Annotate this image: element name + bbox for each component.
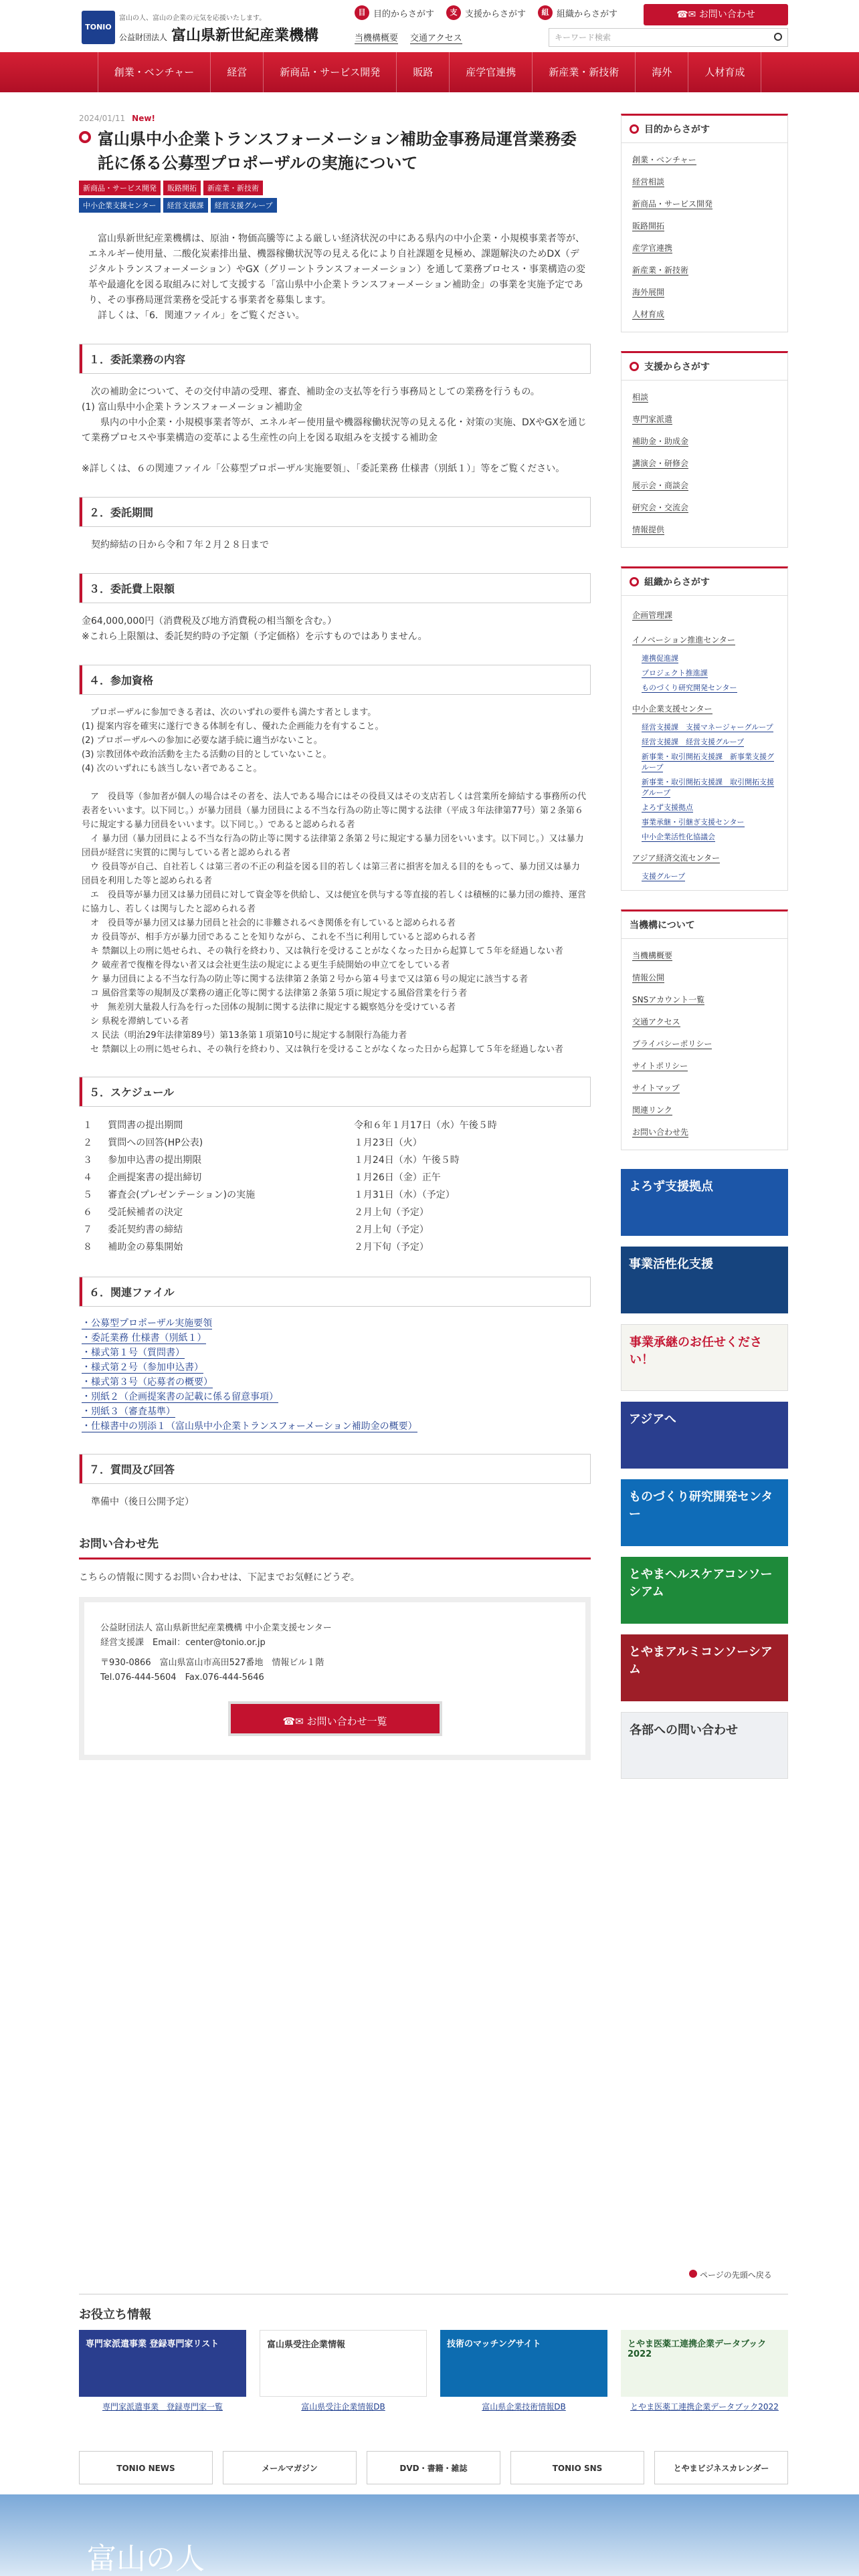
section-body-3: 金64,000,000円（消費税及び地方消費税の相当額を含む。） ※これら上限額は、委託契約時の予定額（予定価格）を示すものではありません。 (82, 616, 427, 642)
header-sub-links (355, 31, 462, 44)
sidebar-banner[interactable]: とやまアルミコンソーシアム (621, 1634, 788, 1701)
table-row: ３ 参加申込書の提出期限 １月24日（水）午後５時 (83, 1155, 460, 1166)
ring-icon (630, 124, 639, 134)
sidebar-banner[interactable]: 事業活性化支援 (621, 1247, 788, 1313)
file-link[interactable]: ・様式第３号（応募者の概要） (82, 1377, 213, 1388)
sidebar-item[interactable]: 新事業・取引開拓支援課 取引開拓支援グループ (642, 778, 774, 797)
sidebar-item[interactable]: 新商品・サービス開発 (632, 199, 713, 209)
list-item (82, 1360, 588, 1375)
sidebar-banners (621, 1169, 788, 1779)
sidebar-item[interactable]: 情報公開 (632, 973, 665, 982)
sidebar-item[interactable]: 当機構概要 (632, 951, 673, 960)
useful-card[interactable]: 技術のマッチングサイト 富山県企業技術情報DB (440, 2330, 607, 2413)
sidebar-item[interactable]: 経営支援課 経営支援グループ (642, 738, 745, 746)
sidebar-item[interactable]: 販路開拓 (632, 221, 665, 231)
org-search-link[interactable]: 組 組織からさがす (538, 5, 617, 20)
sidebar-item[interactable]: 新産業・新技術 (632, 265, 689, 275)
footer-image: 富山の人 (0, 2494, 859, 2576)
contact-dept: 経営支援課 Email：center@tonio.or.jp (100, 1638, 266, 1648)
sidebar-item[interactable]: 連携促進課 (642, 654, 678, 663)
list-item (82, 1375, 588, 1390)
sidebar-banner[interactable]: アジアへ (621, 1402, 788, 1469)
sidebar-banner[interactable]: 各部への問い合わせ (621, 1712, 788, 1779)
section-body-1: 次の補助金について、その交付申請の受理、審査、補助金の支払等を行う事務局としての業務を行うもの。 (1) 富山県中小企業トランスフォーメーション補助金 県内の中小企業・小規模事業者等が、エネルギー使用量や機器稼働状況等の見える化・対策の実施、DXやGXを通じて業務プロセスや事業構造の変革による生産性の向上を図る取組みを支援する補助金 ※詳しくは、６の関連ファイル「公募型プロポーザル実施要領」、「委託業務 仕様書（別紙１）」等をご覧ください。 (82, 387, 587, 474)
sidebar-item[interactable]: アジア経済交流センター (632, 853, 721, 863)
banner-image: 技術のマッチングサイト (440, 2330, 607, 2397)
tag-sales[interactable]: 販路開拓 (163, 181, 201, 195)
new-badge: New! (132, 114, 155, 123)
sidebar-item[interactable]: 関連リンク (632, 1105, 672, 1115)
sidebar-item[interactable]: よろず支援拠点 (642, 803, 693, 812)
sidebar-item[interactable]: 新事業・取引開拓支援課 新事業支援グループ (642, 752, 774, 772)
phone-mail-icon: ☎✉ (676, 9, 699, 20)
contact-note: こちらの情報に関するお問い合わせは、下記までお気軽にどうぞ。 (79, 1572, 360, 1583)
contact-heading: お問い合わせ先 (79, 1534, 591, 1560)
access-link[interactable]: 交通アクセス (410, 31, 462, 44)
about-link[interactable]: 当機構概要 (355, 31, 398, 44)
section-heading-1: １．委託業務の内容 (79, 344, 591, 374)
sidebar-item[interactable]: SNSアカウント一覧 (632, 995, 705, 1004)
sidebar-item[interactable]: 海外展開 (632, 288, 665, 297)
title-ring-icon (79, 131, 91, 143)
sidebar-item[interactable]: 事業承継・引継ぎ支援センター (642, 818, 745, 827)
sidebar-item[interactable]: プライバシーポリシー (632, 1039, 712, 1049)
sidebar-banner[interactable]: 事業承継のお任せください！ (621, 1324, 788, 1391)
nav-hr[interactable]: 人材育成 (688, 52, 761, 92)
sidebar-banner[interactable]: よろず支援拠点 (621, 1169, 788, 1236)
sidebar-item[interactable]: 研究会・交流会 (632, 503, 689, 512)
nav-new-product[interactable]: 新商品・サービス開発 (263, 52, 396, 92)
nav-industry-academia[interactable]: 産学官連携 (449, 52, 532, 92)
table-row: １ 質問書の提出期間 令和６年１月17日（水）午後５時 (83, 1120, 497, 1131)
arrow-up-icon (689, 2270, 697, 2278)
header (0, 0, 859, 52)
intro-text: 富山県新世紀産業機構は、原油・物価高騰等による厳しい経済状況の中にある県内の中小企業・小規模事業者等が、エネルギー使用量、二酸化炭素排出量、機器稼働状況等の見える化により自社課題を見極め、課題解決のためDX（デジタルトランスフォーメーション）やGX（グリーントランスフォーメーション）を通して業務プロセス・事業構造の変革や最適化を図る取組みに対して支援する「富山県中小企業トランスフォーメーション補助金」の事業を実施予定であり、その事務局運営業務を受託する事業者を募集します。 詳しくは、「6．関連ファイル」をご覧ください。 (88, 233, 585, 321)
sidebar-banner[interactable]: とやまヘルスケアコンソーシアム (621, 1557, 788, 1624)
footer-banner[interactable]: TONIO SNS (510, 2451, 644, 2484)
sidebar-item[interactable]: プロジェクト推進課 (642, 669, 708, 677)
section-heading-2: ２．委託期間 (79, 497, 591, 527)
file-link[interactable]: ・仕様書中の別添１（富山県中小企業トランスフォーメーション補助金の概要） (82, 1421, 417, 1432)
table-row: ６ 受託候補者の決定 ２月上旬（予定） (83, 1207, 429, 1218)
sidebar-item[interactable]: 経営支援課 支援マネージャーグループ (642, 723, 773, 732)
tag-new-industry[interactable]: 新産業・新技術 (203, 181, 263, 195)
footer-banner[interactable]: とやまビジネスカレンダー (654, 2451, 788, 2484)
file-link[interactable]: ・委託業務 仕様書（別紙１） (82, 1333, 207, 1344)
file-link[interactable]: ・様式第２号（参加申込書） (82, 1362, 203, 1373)
table-row: ２ 質問への回答(HP公表) １月23日（火） (83, 1138, 422, 1148)
site-name[interactable]: 公益財団法人 富山県新世紀産業機構 (119, 27, 319, 44)
sidebar-item[interactable]: 人材育成 (632, 310, 665, 319)
contact-address: 〒930-0866 富山県富山市高田527番地 情報ビル１階 (100, 1658, 324, 1668)
sidebar-item[interactable]: ものづくり研究開発センター (642, 683, 737, 692)
global-nav (0, 52, 859, 92)
sidebar-item[interactable]: 創業・ベンチャー (632, 155, 696, 165)
useful-info-heading: お役立ち情報 (79, 2294, 788, 2323)
section-body-2: 契約締結の日から令和７年２月２８日まで (82, 540, 269, 550)
sidebar (621, 114, 788, 1790)
sidebar-item[interactable]: 中小企業活性化協議会 (642, 833, 715, 841)
header-search-links (355, 5, 617, 20)
nav-new-industry[interactable]: 新産業・新技術 (532, 52, 635, 92)
phone-mail-icon: ☎✉ (282, 1715, 307, 1727)
search-icon[interactable] (774, 33, 782, 41)
sidebar-item[interactable]: サイトマップ (632, 1083, 680, 1093)
sidebar-item[interactable]: 産学官連携 (632, 243, 673, 253)
sidebar-item[interactable]: 展示会・商談会 (632, 481, 689, 490)
nav-overseas[interactable]: 海外 (635, 52, 688, 92)
page-title: 富山県中小企業トランスフォーメーション補助金事務局運営業務委託に係る公募型プロポーザルの実施について (98, 130, 577, 173)
list-item (82, 1331, 588, 1346)
file-link[interactable]: ・別紙３（審査基準） (82, 1406, 175, 1417)
list-item (82, 1346, 588, 1360)
nav-sales[interactable]: 販路 (396, 52, 449, 92)
sidebar-item[interactable]: サイトポリシー (632, 1061, 688, 1071)
related-files-list (79, 1307, 591, 1434)
table-row: ８ 補助金の募集開始 ２月下旬（予定） (83, 1242, 429, 1253)
schedule-table (79, 1116, 591, 1257)
sidebar-item[interactable]: お問い合わせ先 (632, 1128, 689, 1137)
section-heading-3: ３．委託費上限額 (79, 573, 591, 603)
section-heading-7: ７．質問及び回答 (79, 1454, 591, 1484)
ring-icon (630, 577, 639, 586)
file-link[interactable]: ・別紙２（企画提案書の記載に係る留意事項） (82, 1392, 278, 1402)
sidebar-item[interactable]: 中小企業支援センター (632, 704, 712, 714)
sidebar-item[interactable]: 企画管理課 (632, 611, 673, 620)
page-title-wrap (79, 127, 591, 175)
list-item (82, 1419, 588, 1434)
tag-new-product[interactable]: 新商品・サービス開発 (79, 181, 161, 195)
file-link[interactable]: ・公募型プロポーザル実施要領 (82, 1318, 213, 1329)
support-icon: 支 (446, 5, 461, 20)
sidebar-item[interactable]: 補助金・助成金 (632, 437, 689, 446)
contact-org: 公益財団法人 富山県新世紀産業機構 中小企業支援センター (100, 1623, 332, 1633)
tag-management-group[interactable]: 経営支援グループ (211, 198, 277, 213)
org-icon: 組 (538, 5, 553, 20)
sidebar-item[interactable]: 講演会・研修会 (632, 459, 689, 468)
contact-box (79, 1597, 591, 1760)
ring-icon (630, 362, 639, 371)
sidebar-item[interactable]: 交通アクセス (632, 1017, 680, 1027)
nav-startup[interactable]: 創業・ベンチャー (98, 52, 211, 92)
sidebar-about: 当機構について 当機構概要 情報公開 SNSアカウント一覧 交通アクセス プライバシーポリシー サイトポリシー サイトマップ 関連リンク お問い合わせ先 (621, 909, 788, 1150)
sidebar-org: 組織からさがす 企画管理課 イノベーション推進センター 連携促進課 プロジェクト推進課 ものづくり研究開発センター 中小企業支援センター 経営支援課 支援マネージャーグループ 経営支援課 経営支援グループ 新事業・取引開拓支援課 新事業支援グループ 新事業・取引開拓支援課 取引開拓支援グループ よろず支援拠点 事業承継・引継ぎ支援センター 中小企業活性化協議会 アジア経済交流センター 支援グループ (621, 566, 788, 891)
tag-support-center[interactable]: 中小企業支援センター (79, 198, 161, 213)
table-row: ７ 委託契約書の締結 ２月上旬（予定） (83, 1224, 429, 1235)
contact-tel: Tel.076-444-5604 Fax.076-444-5646 (100, 1673, 264, 1683)
section-heading-4: ４．参加資格 (79, 665, 591, 695)
sidebar-item[interactable]: 専門家派遣 (632, 415, 673, 424)
table-row: ５ 審査会(プレゼンテーション)の実施 １月31日（水）（予定） (83, 1190, 455, 1200)
search-input[interactable]: キーワード検索 (549, 28, 788, 47)
banner-image: 専門家派遣事業 登録専門家リスト (79, 2330, 246, 2397)
useful-info-cards (79, 2330, 788, 2413)
purpose-search-link[interactable]: 目 目的からさがす (355, 5, 434, 20)
nav-management[interactable]: 経営 (210, 52, 263, 92)
list-item (82, 1404, 588, 1419)
purpose-icon: 目 (355, 5, 369, 20)
tagline: 富山の人、富山の企業の元気を応援いたします。 (119, 15, 266, 22)
section-body-4: プロポーザルに参加できる者は、次のいずれの要件も満たす者とします。 (1) 提案内容を確実に遂行できる体制を有し、優れた企画能力を有すること。 (2) プロポーザルへの参加に必要な諸手続に適当がないこと。 (3) 宗教団体や政治活動を主たる活動の目的としていないこと。 (4) 次のいずれにも該当しない者であること。 ア 役員等（参加者が個人の場合はその者を、法人である場合にはその役員又はその支店若しくは営業所を締結する事務所の代表者をいいます。以下同じ。）が暴力団員（暴力団員による不当な行為の防止等に関する法律（平成３年法律第77号）第２条第６号に規定する暴力団員をいいます。以下同じ。）であると認められる者 イ 暴力団（暴力団員による不当な行為の防止等に関する法律第２条第２号に規定する暴力団をいいます。以下同じ。）又は暴力団員が経営に実質的に関与している者と認められる者 ウ 役員等が自己、自社若しくは第三者の不正の利益を図る目的若しくは第三者に損害を加える目的をもって、暴力団又は暴力団員を利用した等と認められる者 エ 役員等が暴力団又は暴力団員に対して資金等を供給し、又は便宜を供与する等直接的若しくは積極的に暴力団の維持、運営に協力し、若しくは関与したと認められる者 オ 役員等が暴力団又は暴力団員と社会的に非難されるべき関係を有していると認められる者 カ 役員等が、相手方が暴力団であることを知りながら、これを不当に利用していると認められる者 キ 禁錮以上の刑に処せられ、その執行を終わり、又は執行を受けることがなくなった日から起算して５年を経過しない者 ク 破産者で復権を得ない者又は会社更生法の規定による更生手続開始の申立てをしている者 ケ 暴力団員による不当な行為の防止等に関する法律第２条第２号から第４号まで又は第６号の規定に該当する者 コ 風俗営業等の規制及び業務の適正化等に関する法律第２条第５項に規定する風俗営業を行う者 サ 無差別大量殺人行為を行った団体の規制に関する法律に規定する観察処分を受けている者 シ 県税を滞納している者 ス 民法（明治29年法律第89号）第13条第１項第10号に規定する制限行為能力者 セ 禁錮以上の刑に処せられ、その執行を終わり、又は執行を受けることがなくなった日から起算して５年を経過しない者 (82, 708, 587, 1055)
header-contact-button[interactable]: ☎✉ お問い合わせ (644, 4, 788, 25)
post-date: 2024/01/11 New! (79, 114, 155, 123)
sidebar-item[interactable]: 情報提供 (632, 525, 665, 534)
section-body-7: 準備中（後日公開予定） (82, 1497, 194, 1507)
main-content (79, 114, 591, 1760)
support-search-link[interactable]: 支 支援からさがす (446, 5, 526, 20)
useful-card[interactable]: 専門家派遣事業 登録専門家リスト 専門家派遣事業 登録専門家一覧 (79, 2330, 246, 2413)
footer-banner[interactable]: DVD・書籍・雑誌 (367, 2451, 500, 2484)
footer-banner[interactable]: メールマガジン (223, 2451, 357, 2484)
list-item (82, 1316, 588, 1331)
section-heading-5: ５．スケジュール (79, 1077, 591, 1107)
sidebar-support: 支援からさがす 相談 専門家派遣 補助金・助成金 講演会・研修会 展示会・商談会 研究会・交流会 情報提供 (621, 351, 788, 548)
category-tags (79, 181, 591, 213)
page-top-link[interactable]: ページの先頭へ戻る (689, 2269, 772, 2280)
banner-image: 富山県受注企業情報 (260, 2330, 427, 2397)
useful-card[interactable]: とやま医薬工連携企業データブック2022 とやま医薬工連携企業データブック2022 (621, 2330, 788, 2413)
footer-banner[interactable]: TONIO NEWS (79, 2451, 213, 2484)
section-heading-6: ６．関連ファイル (79, 1277, 591, 1307)
sidebar-item[interactable]: 相談 (632, 393, 649, 402)
sidebar-purpose: 目的からさがす 創業・ベンチャー 経営相談 新商品・サービス開発 販路開拓 産学官連携 新産業・新技術 海外展開 人材育成 (621, 114, 788, 332)
sidebar-item[interactable]: 経営相談 (632, 177, 665, 187)
tonio-logo[interactable]: TONIO (82, 11, 115, 44)
list-item (82, 1390, 588, 1404)
useful-card[interactable]: 富山県受注企業情報 富山県受注企業情報DB (260, 2330, 427, 2413)
footer-banners (79, 2451, 788, 2484)
table-row: ４ 企画提案書の提出締切 １月26日（金）正午 (83, 1172, 441, 1183)
sidebar-item[interactable]: 支援グループ (642, 872, 686, 881)
file-link[interactable]: ・様式第１号（質問書） (82, 1348, 185, 1358)
tag-management-dept[interactable]: 経営支援課 (163, 198, 208, 213)
sidebar-item[interactable]: イノベーション推進センター (632, 635, 735, 645)
contact-list-button[interactable]: ☎✉ お問い合わせ一覧 (228, 1701, 442, 1736)
sidebar-banner[interactable]: ものづくり研究開発センター (621, 1479, 788, 1546)
banner-image: とやま医薬工連携企業データブック2022 (621, 2330, 788, 2397)
